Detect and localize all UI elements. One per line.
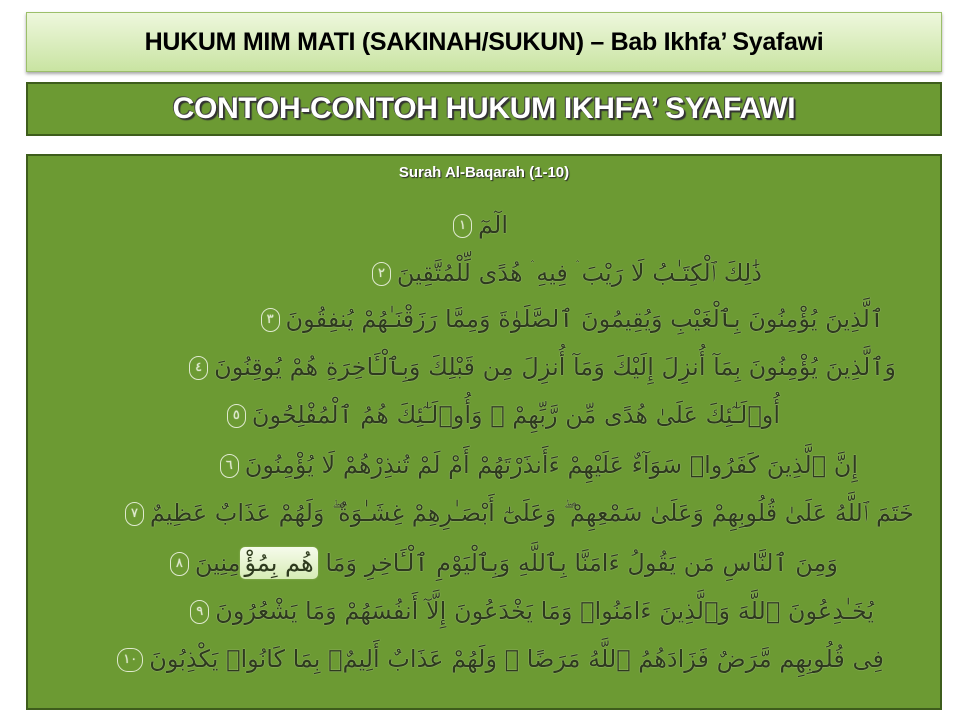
verse-text: أُو۟لَـٰٓئِكَ عَلَىٰ هُدًى مِّن رَّبِّهِمْ ۖ وَأُو۟لَـٰٓئِكَ هُمُ ٱلْمُفْلِحُونَ bbox=[251, 401, 780, 429]
verse-text: ذَٰلِكَ ٱلْكِتَـٰبُ لَا رَيْبَ ۛ فِيهِ ۛ هُدًى لِّلْمُتَّقِينَ bbox=[396, 259, 762, 287]
ayah-number-icon: ٥ bbox=[227, 404, 246, 428]
verse-1 bbox=[453, 208, 508, 242]
verse-text: فِى قُلُوبِهِم مَّرَضٌ فَزَادَهُمُ ٱللَّهُ مَرَضًا ۖ وَلَهُمْ عَذَابٌ أَلِيمٌۢ بِمَا كَانُوا۟ يَكْذِبُونَ bbox=[149, 645, 884, 673]
verses-panel bbox=[26, 154, 942, 710]
verse-10 bbox=[117, 642, 884, 676]
verse-4 bbox=[189, 350, 896, 384]
section-heading-bar bbox=[26, 82, 942, 136]
ayah-number-icon: ٤ bbox=[189, 356, 208, 380]
verse-text: يُخَـٰدِعُونَ ٱللَّهَ وَٱلَّذِينَ ءَامَنُوا۟ وَمَا يَخْدَعُونَ إِلَّآ أَنفُسَهُمْ وَمَا يَشْعُرُونَ bbox=[215, 597, 874, 625]
verse-7 bbox=[125, 496, 914, 530]
verse-text: وَٱلَّذِينَ يُؤْمِنُونَ بِمَآ أُنزِلَ إِلَيْكَ وَمَآ أُنزِلَ مِن قَبْلِكَ وَبِٱلْـَٔاخِرَةِ هُمْ يُوقِنُونَ bbox=[214, 353, 896, 381]
surah-title: Surah Al-Baqarah (1-10) bbox=[398, 164, 570, 181]
verse-3 bbox=[261, 302, 884, 336]
verse-text: وَمِنَ ٱلنَّاسِ مَن يَقُولُ ءَامَنَّا بِٱللَّهِ وَبِٱلْيَوْمِ ٱلْـَٔاخِرِ وَمَا bbox=[325, 549, 838, 577]
verse-5 bbox=[227, 398, 780, 432]
ayah-number-icon: ٣ bbox=[261, 308, 280, 332]
ikhfa-syafawi-highlight: هُم بِمُؤْ bbox=[240, 547, 317, 579]
ayah-number-icon: ٨ bbox=[170, 552, 189, 576]
ayah-number-icon: ٧ bbox=[125, 502, 144, 526]
section-heading: CONTOH-CONTOH HUKUM IKHFA’ SYAFAWI bbox=[172, 92, 796, 125]
ayah-number-icon: ٦ bbox=[220, 454, 239, 478]
slide-title-bar bbox=[26, 12, 942, 72]
verse-text: إِنَّ ٱلَّذِينَ كَفَرُوا۟ سَوَآءٌ عَلَيْهِمْ ءَأَنذَرْتَهُمْ أَمْ لَمْ تُنذِرْهُمْ لَا يُؤْمِنُونَ bbox=[244, 451, 858, 479]
verse-2 bbox=[372, 256, 762, 290]
verse-text: خَتَمَ ٱللَّهُ عَلَىٰ قُلُوبِهِمْ وَعَلَىٰ سَمْعِهِمْ ۖ وَعَلَىٰٓ أَبْصَـٰرِهِمْ غِشَـٰوَةٌ ۖ وَلَهُمْ عَذَابٌ عَظِيمٌ bbox=[149, 499, 914, 527]
verse-text-end: مِنِينَ bbox=[194, 549, 241, 577]
verse-6 bbox=[220, 448, 858, 482]
ayah-number-icon: ٢ bbox=[372, 262, 391, 286]
ayah-number-icon: ١٠ bbox=[117, 648, 143, 672]
ayah-number-icon: ١ bbox=[453, 214, 472, 238]
verse-text: الٓمٓ bbox=[478, 211, 508, 239]
slide-title: HUKUM MIM MATI (SAKINAH/SUKUN) – Bab Ikhfa’ Syafawi bbox=[144, 27, 824, 56]
verse-text: ٱلَّذِينَ يُؤْمِنُونَ بِٱلْغَيْبِ وَيُقِيمُونَ ٱلصَّلَوٰةَ وَمِمَّا رَزَقْنَـٰهُمْ يُنفِقُونَ bbox=[285, 305, 884, 333]
verse-8 bbox=[170, 546, 838, 580]
ayah-number-icon: ٩ bbox=[190, 600, 209, 624]
verse-9 bbox=[190, 594, 874, 628]
